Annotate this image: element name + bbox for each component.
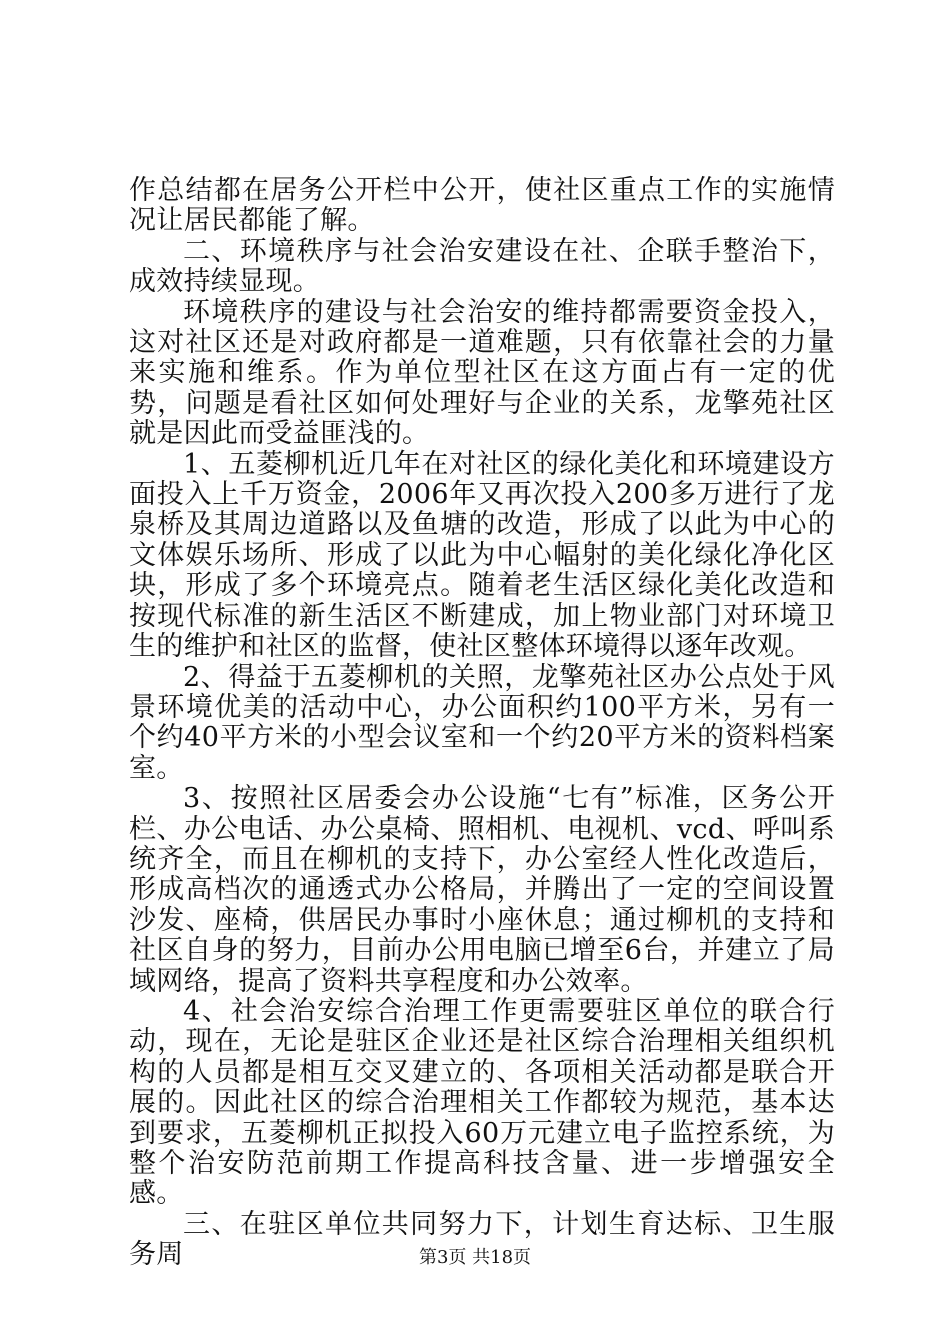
paragraph-environment-order: 环境秩序的建设与社会治安的维持都需要资金投入，这对社区还是对政府都是一道难题，只有依靠社会的力量来实施和维系。作为单位型社区在这方面占有一定的优势，问题是看社区如何处理好与企业的关系，龙擎苑社区就是因此而受益匪浅的。 [129,296,835,450]
section-heading-three: 三、在驻区单位共同努力下，计划生育达标、卫生服务周 [129,1208,835,1271]
section-heading-two: 二、环境秩序与社会治安建设在社、企联手整治下，成效持续显现。 [129,235,835,298]
paragraph-item-2: 2、得益于五菱柳机的关照，龙擎苑社区办公点处于风景环境优美的活动中心，办公面积约100平方米，另有一个约40平方米的小型会议室和一个约20平方米的资料档案室。 [129,661,835,784]
page-footer: 第3页 共18页 [418,1247,532,1268]
paragraph-continuation: 作总结都在居务公开栏中公开，使社区重点工作的实施情况让居民都能了解。 [129,175,835,237]
paragraph-item-3: 3、按照社区居委会办公设施“七有”标准，区务公开栏、办公电话、办公桌椅、照相机、电视机、vcd、呼叫系统齐全，而且在柳机的支持下，办公室经人性化改造后，形成高档次的通透式办公格局，并腾出了一定的空间设置沙发、座椅，供居民办事时小座休息；通过柳机的支持和社区自身的努力，目前办公用电脑已增至6台，并建立了局域网络，提高了资料共享程度和办公效率。 [129,783,835,997]
document-body [129,176,835,1271]
paragraph-item-1: 1、五菱柳机近几年在对社区的绿化美化和环境建设方面投入上千万资金，2006年又再次投入200多万进行了龙泉桥及其周边道路以及鱼塘的改造，形成了以此为中心的文体娱乐场所、形成了以此为中心幅射的美化绿化净化区块，形成了多个环境亮点。随着老生活区绿化美化改造和按现代标准的新生活区不断建成，加上物业部门对环境卫生的维护和社区的监督，使社区整体环境得以逐年改观。 [129,448,835,663]
paragraph-item-4: 4、社会治安综合治理工作更需要驻区单位的联合行动，现在，无论是驻区企业还是社区综合治理相关组织机构的人员都是相互交叉建立的、各项相关活动都是联合开展的。因此社区的综合治理相关工作都较为规范，基本达到要求，五菱柳机正拟投入60万元建立电子监控系统，为整个治安防范前期工作提高科技含量、进一步增强安全感。 [129,995,835,1210]
